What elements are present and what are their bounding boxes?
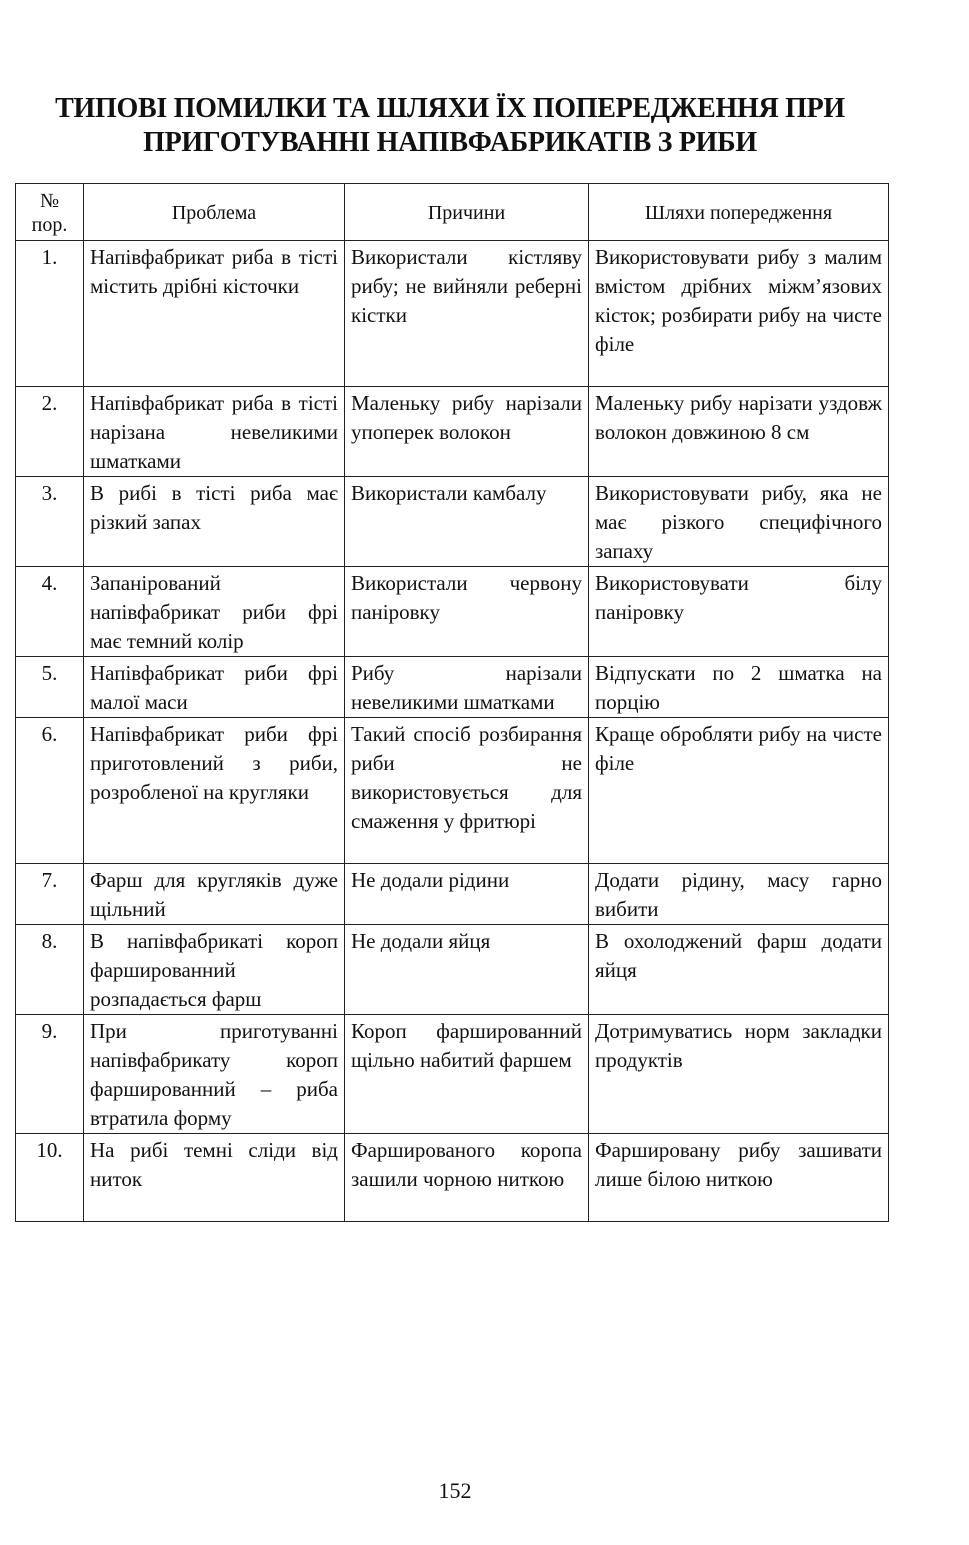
table-row (16, 241, 889, 387)
row-number: 2. (16, 387, 84, 477)
cause-cell: Не додали яйця (345, 925, 589, 1015)
cause-cell: Короп фаршированний щільно набитий фаршем (345, 1015, 589, 1134)
title-line-2: ПРИГОТУВАННІ НАПІВФАБРИКАТІВ З РИБИ (143, 127, 757, 158)
title-line-1: ТИПОВІ ПОМИЛКИ ТА ШЛЯХИ ЇХ ПОПЕРЕДЖЕННЯ ПРИ (55, 93, 845, 124)
cause-cell: Не додали рідини (345, 864, 589, 925)
cause-cell: Маленьку рибу нарізали упоперек волокон (345, 387, 589, 477)
prevention-cell: Відпускати по 2 шматка на порцію (589, 657, 889, 718)
prevention-cell: Додати рідину, масу гарно вибити (589, 864, 889, 925)
problem-cell: В напівфабрикаті короп фаршированний розпадається фарш (84, 925, 345, 1015)
problem-cell: В рибі в тісті риба має різкий запах (84, 477, 345, 567)
row-number: 5. (16, 657, 84, 718)
row-number: 4. (16, 567, 84, 657)
prevention-cell: Використовувати рибу з малим вмістом дрібних міжм’язових кісток; розбирати рибу на чисте філе (589, 241, 889, 387)
problem-cell: Напівфабрикат риби фрі приготовлений з риби, розробленої на кругляки (84, 718, 345, 864)
row-number: 9. (16, 1015, 84, 1134)
cause-cell: Використали червону паніровку (345, 567, 589, 657)
problem-cell: Фарш для кругляків дуже щільний (84, 864, 345, 925)
header-number: № пор. (16, 184, 84, 241)
problem-cell: Напівфабрикат риба в тісті нарізана невеликими шматками (84, 387, 345, 477)
row-number: 7. (16, 864, 84, 925)
header-problem: Проблема (84, 184, 345, 241)
prevention-cell: Використовувати рибу, яка не має різкого специфічного запаху (589, 477, 889, 567)
table-row (16, 864, 889, 925)
table-row (16, 387, 889, 477)
table-row (16, 657, 889, 718)
table-row (16, 567, 889, 657)
table-header-row (16, 184, 889, 241)
page-title (0, 92, 900, 160)
cause-cell: Використали кістляву рибу; не вийняли реберні кістки (345, 241, 589, 387)
row-number: 6. (16, 718, 84, 864)
table-row (16, 1015, 889, 1134)
prevention-cell: Краще обробляти рибу на чисте філе (589, 718, 889, 864)
table-row (16, 477, 889, 567)
cause-cell: Фаршированого коропа зашили чорною ниткою (345, 1134, 589, 1222)
table-row (16, 925, 889, 1015)
cause-cell: Використали камбалу (345, 477, 589, 567)
problem-cell: При приготуванні напівфабрикату короп фаршированний – риба втратила форму (84, 1015, 345, 1134)
prevention-cell: В охолоджений фарш додати яйця (589, 925, 889, 1015)
table-row (16, 718, 889, 864)
row-number: 1. (16, 241, 84, 387)
prevention-cell: Маленьку рибу нарізати уздовж волокон довжиною 8 см (589, 387, 889, 477)
row-number: 8. (16, 925, 84, 1015)
errors-table (15, 183, 889, 1222)
header-causes: Причини (345, 184, 589, 241)
problem-cell: Напівфабрикат риба в тісті містить дрібні кісточки (84, 241, 345, 387)
problem-cell: Напівфабрикат риби фрі малої маси (84, 657, 345, 718)
header-prevention: Шляхи попередження (589, 184, 889, 241)
cause-cell: Рибу нарізали невеликими шматками (345, 657, 589, 718)
prevention-cell: Дотримуватись норм закладки продуктів (589, 1015, 889, 1134)
table-row (16, 1134, 889, 1222)
cause-cell: Такий спосіб розбирання риби не використовується для смаження у фритюрі (345, 718, 589, 864)
row-number: 3. (16, 477, 84, 567)
problem-cell: На рибі темні сліди від ниток (84, 1134, 345, 1222)
row-number: 10. (16, 1134, 84, 1222)
page-number: 152 (438, 1478, 472, 1503)
problem-cell: Запанірований напівфабрикат риби фрі має темний колір (84, 567, 345, 657)
prevention-cell: Використовувати білу паніровку (589, 567, 889, 657)
prevention-cell: Фаршировану рибу зашивати лише білою ниткою (589, 1134, 889, 1222)
